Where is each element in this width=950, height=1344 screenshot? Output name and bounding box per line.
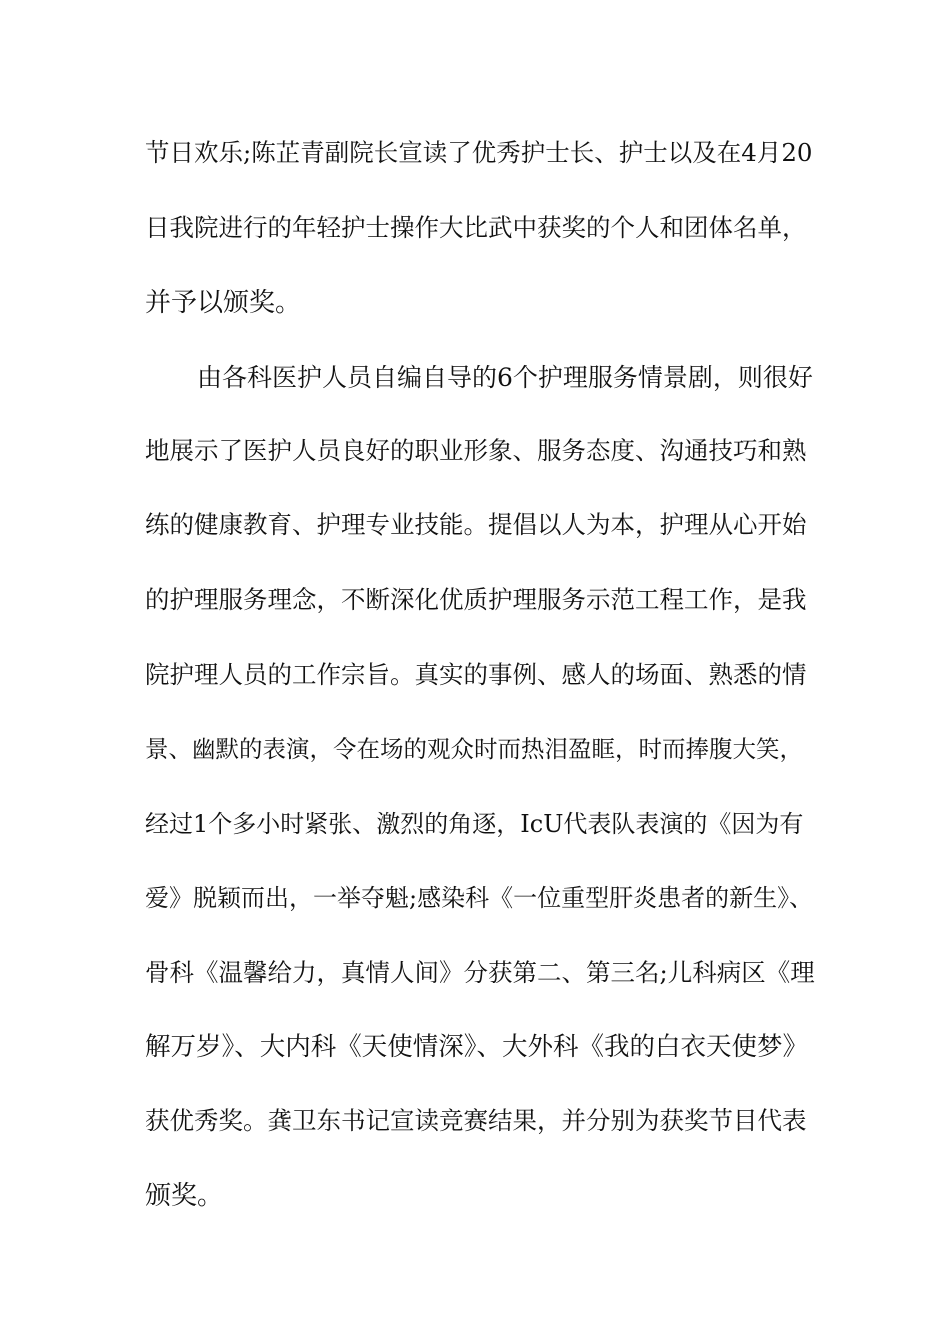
text-line-8: 院护理人员的工作宗旨。真实的事例、感人的场面、熟悉的情	[145, 660, 807, 689]
text-line-13: 解万岁》、大内科《天使情深》、大外科《我的白衣天使梦》	[145, 1032, 809, 1062]
text-line-3: 并予以颁奖。	[145, 288, 302, 318]
text-line-9: 景、幽默的表演，令在场的观众时而热泪盈眶，时而捧腹大笑，	[145, 735, 803, 763]
text-line-10: 经过1个多小时紧张、激烈的角逐，IcU代表队表演的《因为有	[145, 810, 804, 838]
text-line-7: 的护理服务理念，不断深化优质护理服务示范工程工作，是我	[145, 585, 807, 614]
text-line-6: 练的健康教育、护理专业技能。提倡以人为本，护理从心开始	[145, 510, 807, 539]
text-line-5: 地展示了医护人员良好的职业形象、服务态度、沟通技巧和熟	[145, 436, 807, 465]
text-line-1: 节日欢乐;陈芷青副院长宣读了优秀护士长、护士以及在4月20	[145, 138, 813, 167]
text-line-2: 日我院进行的年轻护士操作大比武中获奖的个人和团体名单，	[145, 213, 807, 242]
text-line-4: 由各科医护人员自编自导的6个护理服务情景剧，则很好	[197, 363, 813, 392]
text-line-11: 爱》脱颖而出，一举夺魁;感染科《一位重型肝炎患者的新生》、	[145, 884, 814, 912]
text-line-15: 颁奖。	[145, 1181, 224, 1211]
text-line-12: 骨科《温馨给力，真情人间》分获第二、第三名;儿科病区《理	[145, 958, 815, 987]
text-line-14: 获优秀奖。龚卫东书记宣读竞赛结果，并分别为获奖节目代表	[145, 1106, 807, 1135]
